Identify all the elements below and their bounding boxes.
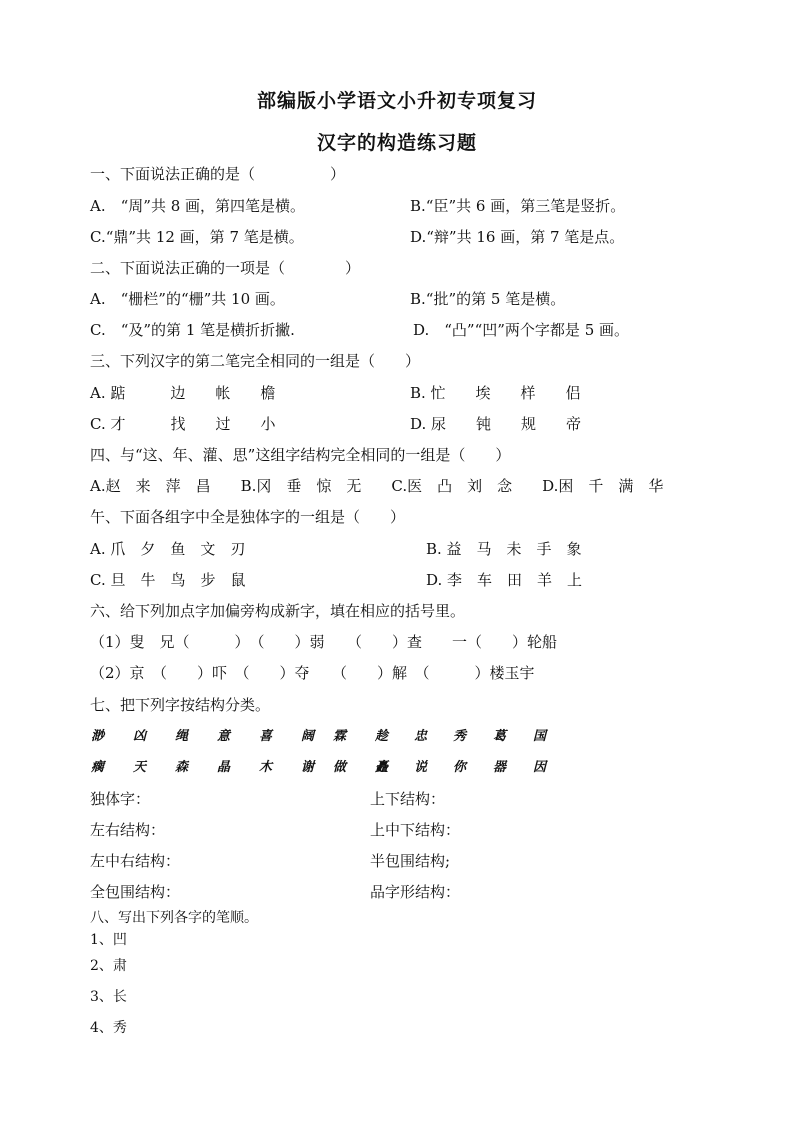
q3-option-b: B. 忙 埃 样 侣 — [410, 384, 581, 402]
q6-stem: 六、给下列加点字加偏旁构成新字，填在相应的括号里。 — [90, 602, 466, 620]
char-item: 木 — [259, 760, 273, 775]
char-item: 趁 — [375, 729, 389, 744]
main-title: 部编版小学语文小升初专项复习 — [256, 90, 537, 112]
q1-option-c: C.“鼎”共 12 画，第 7 笔是横。 — [90, 228, 304, 246]
stroke-order-item: 4、秀 — [90, 1020, 127, 1036]
char-item: 意 — [217, 729, 231, 744]
q2-option-b: B.“批”的第 5 笔是横。 — [410, 290, 566, 308]
q5-option-a: A. 爪 夕 鱼 文 刃 — [90, 540, 246, 558]
category-label: 上中下结构： — [370, 821, 461, 839]
q3-stem: 三、下列汉字的第二笔完全相同的一组是（ ） — [90, 352, 421, 370]
char-item: 矗 — [375, 760, 389, 775]
q5-option-b: B. 益 马 未 手 象 — [426, 540, 582, 558]
q8-stem: 八、写出下列各字的笔顺。 — [90, 910, 258, 926]
char-item: 葛 — [493, 729, 507, 744]
q1-option-a: A. “周”共 8 画，第四笔是横。 — [90, 197, 306, 215]
char-item: 你 — [453, 760, 467, 775]
char-item: 秀 — [453, 729, 467, 744]
q3-option-c: C. 才 找 过 小 — [90, 415, 276, 433]
char-item: 谢 — [301, 760, 315, 775]
q4-options: A.赵 来 萍 昌 B.冈 垂 惊 无 C.医 凸 刘 念 D.困 千 满 华 — [90, 477, 664, 495]
q1-option-b: B.“臣”共 6 画，第三笔是竖折。 — [410, 197, 626, 215]
char-item: 器 — [493, 760, 507, 775]
sub-title: 汉字的构造练习题 — [316, 132, 477, 154]
q6-row-2: （2）京 （ ）吓 （ ）夺 （ ）解 （ ）楼玉宇 — [90, 664, 535, 682]
char-item: 晶 — [217, 760, 231, 775]
category-label: 独体字： — [90, 790, 151, 808]
char-item: 做 — [333, 760, 347, 775]
stroke-order-item: 1、凹 — [90, 932, 127, 948]
char-item: 渺 — [91, 729, 105, 744]
char-item: 天 — [133, 760, 147, 775]
q5-stem: 午、下面各组字中全是独体字的一组是（ ） — [90, 508, 406, 526]
category-label: 全包围结构： — [90, 883, 181, 901]
q1-stem: 一、下面说法正确的是（ ） — [90, 165, 346, 183]
q7-stem: 七、把下列字按结构分类。 — [90, 696, 271, 714]
char-item: 凶 — [133, 729, 147, 744]
char-item: 霖 — [333, 729, 347, 744]
char-item: 国 — [533, 729, 547, 744]
category-label: 品字形结构： — [370, 883, 461, 901]
q5-option-d: D. 李 车 田 羊 上 — [426, 571, 583, 589]
char-item: 森 — [175, 760, 189, 775]
char-item: 喜 — [259, 729, 273, 744]
stroke-order-item: 3、长 — [90, 989, 127, 1005]
q3-option-d: D. 尿 钝 规 帝 — [410, 415, 582, 433]
char-item: 阔 — [301, 729, 315, 744]
q4-stem: 四、与“这、年、灌、思”这组字结构完全相同的一组是（ ） — [90, 446, 511, 464]
category-label: 左中右结构： — [90, 852, 181, 870]
category-label: 上下结构： — [370, 790, 446, 808]
q2-option-c: C. “及”的第 1 笔是横折折撇. — [90, 321, 295, 339]
q1-option-d: D.“辩”共 16 画，第 7 笔是点。 — [410, 228, 625, 246]
q3-option-a: A. 踮 边 帐 檐 — [90, 384, 276, 402]
char-item: 绳 — [175, 729, 189, 744]
q2-option-a: A. “栅栏”的“栅”共 10 画。 — [90, 290, 285, 308]
q5-option-c: C. 旦 牛 鸟 步 鼠 — [90, 571, 246, 589]
char-item: 说 — [414, 760, 428, 775]
q2-option-d: D. “凸”“凹”两个字都是 5 画。 — [413, 321, 630, 339]
char-item: 因 — [533, 760, 547, 775]
category-label: 左右结构： — [90, 821, 166, 839]
q6-row-1: （1）叟 兄（ ） （ ）弱 （ ）查 一（ ）轮船 — [90, 633, 558, 651]
char-item: 忠 — [414, 729, 428, 744]
q2-stem: 二、下面说法正确的一项是（ ） — [90, 259, 361, 277]
stroke-order-item: 2、肃 — [90, 958, 127, 974]
char-item: 瘸 — [91, 760, 105, 775]
category-label: 半包围结构; — [370, 852, 451, 870]
